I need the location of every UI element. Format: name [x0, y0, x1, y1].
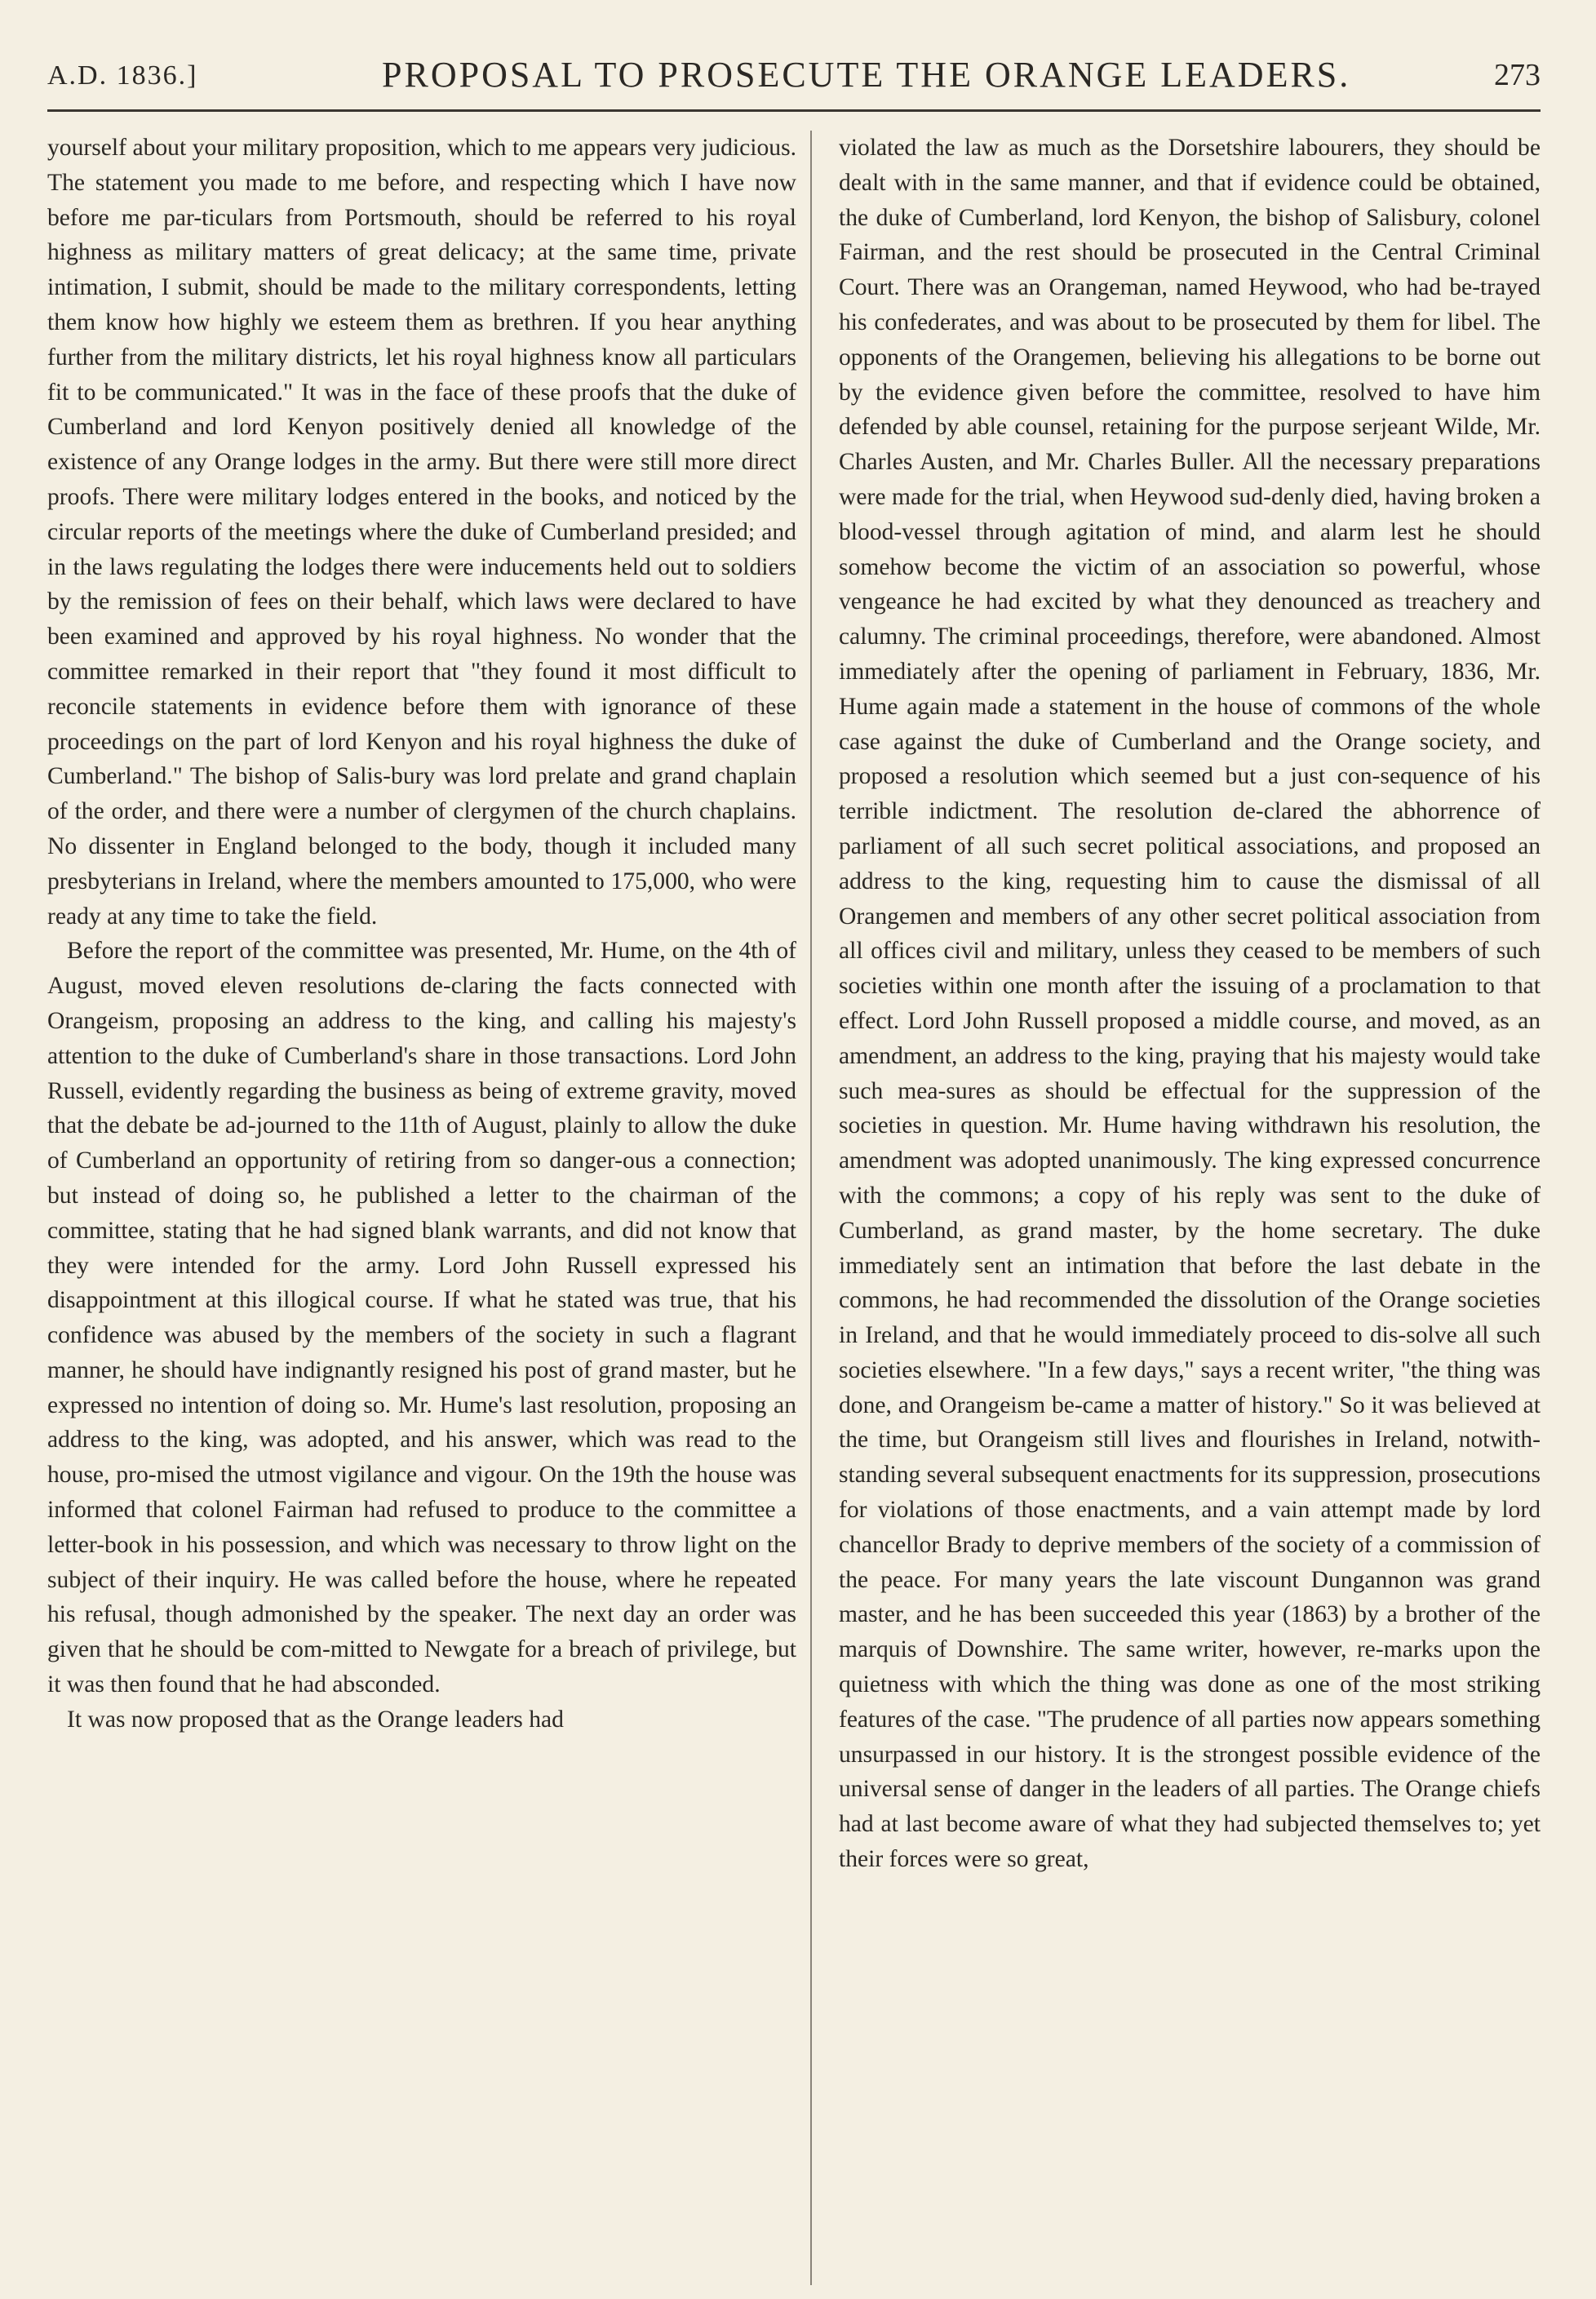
header-rule — [47, 109, 1541, 112]
left-paragraph-1: yourself about your military proposition, which to me appears very judicious. The statement you made to me before, and respecting which I have now before me par-ticulars from Portsmouth, should be referred to his royal highness as military matters of great delicacy; at the same time, private intimation, I submit, should be made to the military correspondents, letting them know how highly we esteem them as brethren. If you hear anything further from the military districts, let his royal highness know all particulars fit to be communicated." It was in the face of these proofs that the duke of Cumberland and lord Kenyon positively denied all knowledge of the existence of any Orange lodges in the army. But there were still more direct proofs. There were military lodges entered in the books, and noticed by the circular reports of the meetings where the duke of Cumberland presided; and in the laws regulating the lodges there were inducements held out to soldiers by the remission of fees on their behalf, which laws were declared to have been examined and approved by his royal highness. No wonder that the committee remarked in their report that "they found it most difficult to reconcile statements in evidence before them with ignorance of these proceedings on the part of lord Kenyon and his royal highness the duke of Cumberland." The bishop of Salis-bury was lord prelate and grand chaplain of the order, and there were a number of clergymen of the church chaplains. No dissenter in England belonged to the body, though it included many presbyterians in Ireland, where the members amounted to 175,000, who were ready at any time to take the field. — [47, 135, 796, 930]
left-paragraph-3: It was now proposed that as the Orange leaders had — [67, 1706, 564, 1733]
page-number: 273 — [1494, 58, 1541, 92]
right-column — [839, 131, 1541, 2285]
left-column — [47, 131, 796, 2285]
column-divider — [810, 131, 812, 2285]
header-date: A.D. 1836.] — [47, 60, 198, 91]
header-title: PROPOSAL TO PROSECUTE THE ORANGE LEADERS. — [382, 55, 1351, 95]
left-paragraph-2: Before the report of the committee was presented, Mr. Hume, on the 4th of August, moved eleven resolutions de-claring the facts connected with Orangeism, proposing an address to the king, and calling his majesty's attention to the duke of Cumberland's share in those transactions. Lord John Russell, evidently regarding the business as being of extreme gravity, moved that the debate be ad-journed to the 11th of August, plainly to allow the duke of Cumberland an opportunity of retiring from so danger-ous a connection; but instead of doing so, he published a letter to the chairman of the committee, stating that he had signed blank warrants, and did not know that they were intended for the army. Lord John Russell expressed his disappointment at this illogical course. If what he stated was true, that his confidence was abused by the members of the society in such a flagrant manner, he should have indignantly resigned his post of grand master, but he expressed no intention of doing so. Mr. Hume's last resolution, proposing an address to the king, was adopted, and his answer, which was read to the house, pro-mised the utmost vigilance and vigour. On the 19th the house was informed that colonel Fairman had refused to produce to the committee a letter-book in his possession, and which was necessary to throw light on the subject of their inquiry. He was called before the house, where he repeated his refusal, though admonished by the speaker. The next day an order was given that he should be com-mitted to Newgate for a breach of privilege, but it was then found that he had absconded. — [47, 938, 796, 1698]
right-paragraph-1: violated the law as much as the Dorsetshire labourers, they should be dealt with in the same manner, and that if evidence could be obtained, the duke of Cumberland, lord Kenyon, the bishop of Salisbury, colonel Fairman, and the rest should be prosecuted in the Central Criminal Court. There was an Orangeman, named Heywood, who had be-trayed his confederates, and was about to be prosecuted by them for libel. The opponents of the Orangemen, believing his allegations to be borne out by the evidence given before the committee, resolved to have him defended by able counsel, retaining for the purpose serjeant Wilde, Mr. Charles Austen, and Mr. Charles Buller. All the necessary preparations were made for the trial, when Heywood sud-denly died, having broken a blood-vessel through agitation of mind, and alarm lest he should somehow become the victim of an association so powerful, whose vengeance he had excited by what they denounced as treachery and calumny. The criminal proceedings, therefore, were abandoned. Almost immediately after the opening of parliament in February, 1836, Mr. Hume again made a statement in the house of commons of the whole case against the duke of Cumberland and the Orange society, and proposed a resolution which seemed but a just con-sequence of his terrible indictment. The resolution de-clared the abhorrence of parliament of all such secret political associations, and proposed an address to the king, requesting him to cause the dismissal of all Orangemen and members of any other secret political association from all offices civil and military, unless they ceased to be members of such societies within one month after the issuing of a proclamation to that effect. Lord John Russell proposed a middle course, and moved, as an amendment, an address to the king, praying that his majesty would take such mea-sures as should be effectual for the suppression of the societies in question. Mr. Hume having withdrawn his resolution, the amendment was adopted unanimously. The king expressed concurrence with the commons; a copy of his reply was sent to the duke of Cumberland, as grand master, by the home secretary. The duke immediately sent an intimation that before the last debate in the commons, he had recommended the dissolution of the Orange societies in Ireland, and that he would immediately proceed to dis-solve all such societies elsewhere. "In a few days," says a recent writer, "the thing was done, and Orangeism be-came a matter of history." So it was believed at the time, but Orangeism still lives and flourishes in Ireland, notwith-standing several subsequent enactments for its suppression, prosecutions for violations of those enactments, and a vain attempt made by lord chancellor Brady to deprive members of the society of a commission of the peace. For many years the late viscount Dungannon was grand master, and he has been succeeded this year (1863) by a brother of the marquis of Downshire. The same writer, however, re-marks upon the quietness with which the thing was done as one of the most striking features of the case. "The prudence of all parties now appears something unsurpassed in our history. It is the strongest possible evidence of the universal sense of danger in the leaders of all parties. The Orange chiefs had at last become aware of what they had subjected themselves to; yet their forces were so great, — [839, 135, 1541, 1873]
running-header — [47, 52, 1541, 109]
